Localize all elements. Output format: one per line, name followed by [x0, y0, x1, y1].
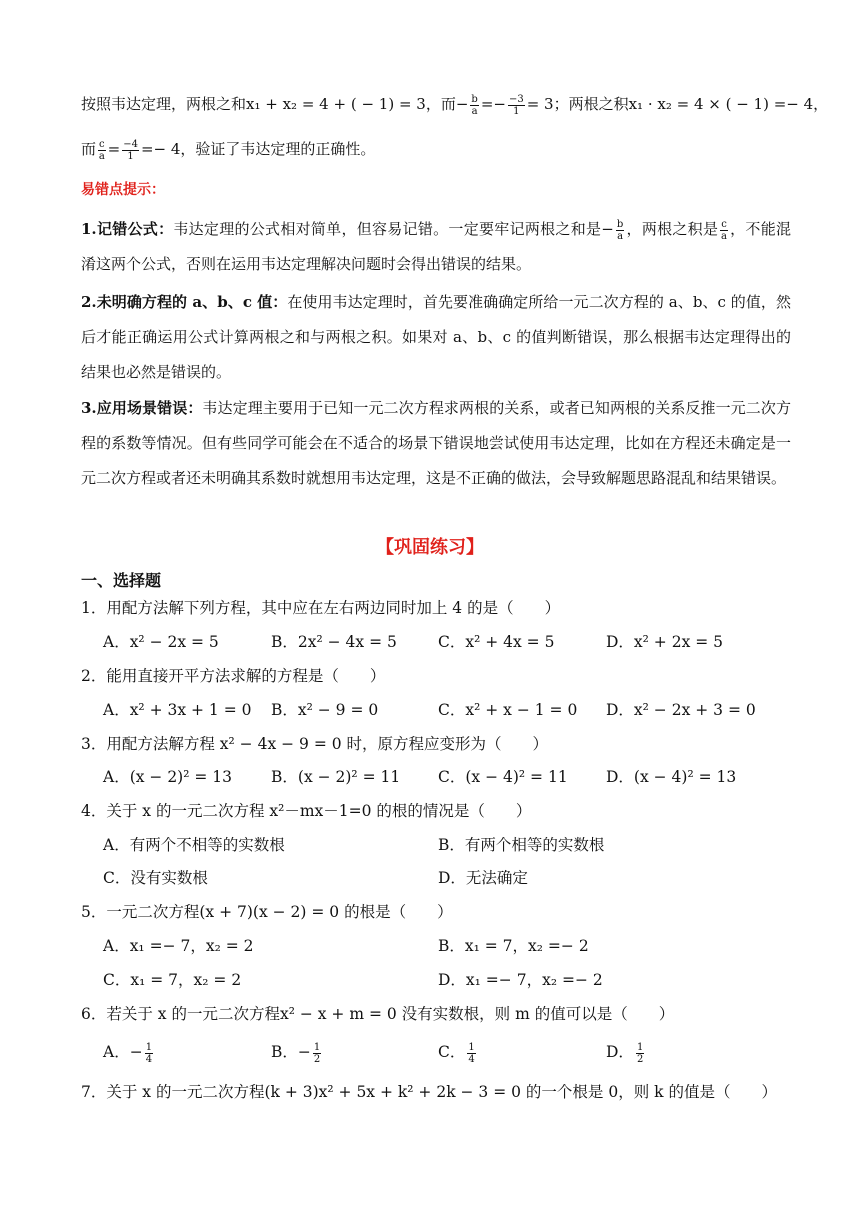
intro-text: = 3；两根之积 — [526, 95, 629, 113]
frac-num: c — [721, 218, 727, 230]
question-3-option-d[interactable]: D．(x − 4)² = 13 — [606, 768, 737, 786]
frac-num: 1 — [145, 1041, 153, 1053]
pitfall-3-title: 3.应用场景错误： — [81, 399, 203, 417]
fraction-neg4-over-1 — [122, 139, 139, 162]
frac-num: 1 — [468, 1041, 475, 1053]
intro-eq: = — [107, 140, 121, 158]
pitfall-2-text: 在使用韦达定理时，首先要准确确定所给一元二次方程的 a、b、c 的值，然后才能正确运用公式计算两根之和与两根之积。如果对 a、b、c 的值判断错误，那么根据韦达定理得出的结果也必然是错误的。 — [81, 293, 791, 381]
frac-den: 4 — [145, 1053, 153, 1065]
fraction-1-over-4 — [467, 1042, 475, 1065]
question-4-option-a[interactable]: A．有两个不相等的实数根 — [103, 836, 285, 854]
question-3-option-a[interactable]: A．(x − 2)² = 13 — [103, 768, 233, 786]
question-5: 5．一元二次方程(x + 7)(x − 2) = 0 的根是（ ） — [81, 903, 453, 921]
frac-num: b — [616, 218, 624, 230]
pitfalls-heading: 易错点提示： — [81, 182, 165, 198]
intro-formula-product: x₁ · x₂ = 4 × ( − 1) =− 4， — [628, 95, 829, 113]
question-6-option-a[interactable] — [103, 1040, 155, 1065]
question-6: 6．若关于 x 的一元二次方程x² − x + m = 0 没有实数根，则 m 的值可以是（ ） — [81, 1005, 675, 1023]
frac-num: c — [99, 138, 105, 150]
fraction-1-over-2 — [636, 1042, 644, 1065]
fraction-b-over-a — [470, 94, 478, 117]
frac-num: −4 — [123, 138, 138, 150]
question-1-option-b[interactable]: B．2x² − 4x = 5 — [271, 633, 397, 651]
option-letter: A． — [103, 1043, 130, 1061]
intro-line-2 — [81, 137, 800, 162]
question-3: 3．用配方法解方程 x² − 4x − 9 = 0 时，原方程应变形为（ ） — [81, 735, 549, 753]
fraction-neg3-over-1 — [508, 94, 525, 117]
frac-num: 1 — [313, 1041, 321, 1053]
frac-num: 1 — [636, 1041, 644, 1053]
question-6-option-b[interactable] — [271, 1040, 323, 1065]
question-1-option-a[interactable]: A．x² − 2x = 5 — [103, 633, 219, 651]
question-5-option-d[interactable]: D．x₁ =− 7，x₂ =− 2 — [438, 971, 603, 989]
question-6-option-c[interactable] — [438, 1040, 478, 1065]
pitfall-1-text: ，不能混淆这两个公式，否则在运用韦达定理解决问题时会得出错误的结果。 — [81, 220, 791, 273]
option-letter: D． — [606, 1043, 634, 1061]
minus-sign: − — [129, 1043, 143, 1061]
question-2: 2．能用直接开平方法求解的方程是（ ） — [81, 667, 386, 685]
intro-formula-sum: x₁ + x₂ = 4 + ( − 1) = 3，而 — [246, 95, 456, 113]
question-2-option-c[interactable]: C．x² + x − 1 = 0 — [438, 701, 578, 719]
frac-den: 1 — [127, 150, 134, 162]
pitfall-1 — [81, 212, 791, 282]
intro-minus: − — [455, 95, 469, 113]
frac-den: a — [471, 105, 478, 117]
pitfall-2-title-abc: a、b、c 值： — [187, 293, 288, 311]
section-heading: 一、选择题 — [81, 571, 162, 590]
practice-title: 【巩固练习】 — [376, 537, 484, 558]
fraction-c-over-a — [98, 139, 106, 162]
question-2-option-b[interactable]: B．x² − 9 = 0 — [271, 701, 379, 719]
pitfall-1-text: ，两根之积是 — [626, 220, 719, 238]
pitfall-2 — [81, 285, 791, 390]
fraction-1-over-2 — [313, 1042, 321, 1065]
option-letter: C． — [438, 1043, 466, 1061]
question-4-option-d[interactable]: D．无法确定 — [438, 869, 528, 887]
pitfall-1-title: 1.记错公式： — [81, 220, 174, 238]
frac-den: 2 — [313, 1053, 321, 1065]
frac-num: −3 — [508, 93, 524, 105]
question-5-option-c[interactable]: C．x₁ = 7，x₂ = 2 — [103, 971, 242, 989]
frac-den: 1 — [513, 105, 520, 117]
question-5-option-a[interactable]: A．x₁ =− 7，x₂ = 2 — [103, 937, 254, 955]
question-6-option-d[interactable] — [606, 1040, 646, 1065]
question-4: 4．关于 x 的一元二次方程 x²－mx－1=0 的根的情况是（ ） — [81, 802, 532, 820]
question-4-option-c[interactable]: C．没有实数根 — [103, 869, 208, 887]
question-2-option-d[interactable]: D．x² − 2x + 3 = 0 — [606, 701, 756, 719]
intro-line-1 — [81, 92, 829, 117]
minus-sign: − — [297, 1043, 311, 1061]
pitfall-3 — [81, 391, 791, 496]
frac-num: b — [471, 93, 478, 105]
frac-den: a — [617, 230, 624, 242]
option-letter: B． — [271, 1043, 298, 1061]
question-1: 1．用配方法解下列方程，其中应在左右两边同时加上 4 的是（ ） — [81, 599, 561, 617]
intro-text: =− 4，验证了韦达定理的正确性。 — [140, 140, 376, 158]
intro-eq: =− — [480, 95, 506, 113]
frac-den: a — [98, 150, 105, 162]
question-3-option-c[interactable]: C．(x − 4)² = 11 — [438, 768, 568, 786]
question-7: 7．关于 x 的一元二次方程(k + 3)x² + 5x + k² + 2k − 3 = 0 的一个根是 0，则 k 的值是（ ） — [81, 1083, 777, 1101]
fraction-c-over-a — [720, 219, 728, 242]
question-5-option-b[interactable]: B．x₁ = 7，x₂ =− 2 — [438, 937, 589, 955]
fraction-1-over-4 — [145, 1042, 153, 1065]
pitfall-2-title: 2.未明确方程的 — [81, 293, 188, 311]
question-1-option-d[interactable]: D．x² + 2x = 5 — [606, 633, 724, 651]
question-1-option-c[interactable]: C．x² + 4x = 5 — [438, 633, 555, 651]
question-3-option-b[interactable]: B．(x − 2)² = 11 — [271, 768, 401, 786]
pitfall-3-text: 韦达定理主要用于已知一元二次方程求两根的关系，或者已知两根的关系反推一元二次方程的系数等情况。但有些同学可能会在不适合的场景下错误地尝试使用韦达定理，比如在方程还未确定是一元二次方程或者还未明确其系数时就想用韦达定理，这是不正确的做法，会导致解题思路混乱和结果错误。 — [81, 399, 791, 487]
fraction-b-over-a — [616, 219, 624, 242]
intro-text: 而 — [81, 140, 97, 158]
minus-sign: − — [601, 220, 614, 238]
frac-den: 4 — [468, 1053, 475, 1065]
question-4-option-b[interactable]: B．有两个相等的实数根 — [438, 836, 605, 854]
frac-den: 2 — [636, 1053, 644, 1065]
pitfall-1-text: 韦达定理的公式相对简单，但容易记错。一定要牢记两根之和是 — [173, 220, 602, 238]
intro-text: 按照韦达定理，两根之和 — [81, 95, 247, 113]
frac-den: a — [721, 230, 728, 242]
question-2-option-a[interactable]: A．x² + 3x + 1 = 0 — [103, 701, 252, 719]
